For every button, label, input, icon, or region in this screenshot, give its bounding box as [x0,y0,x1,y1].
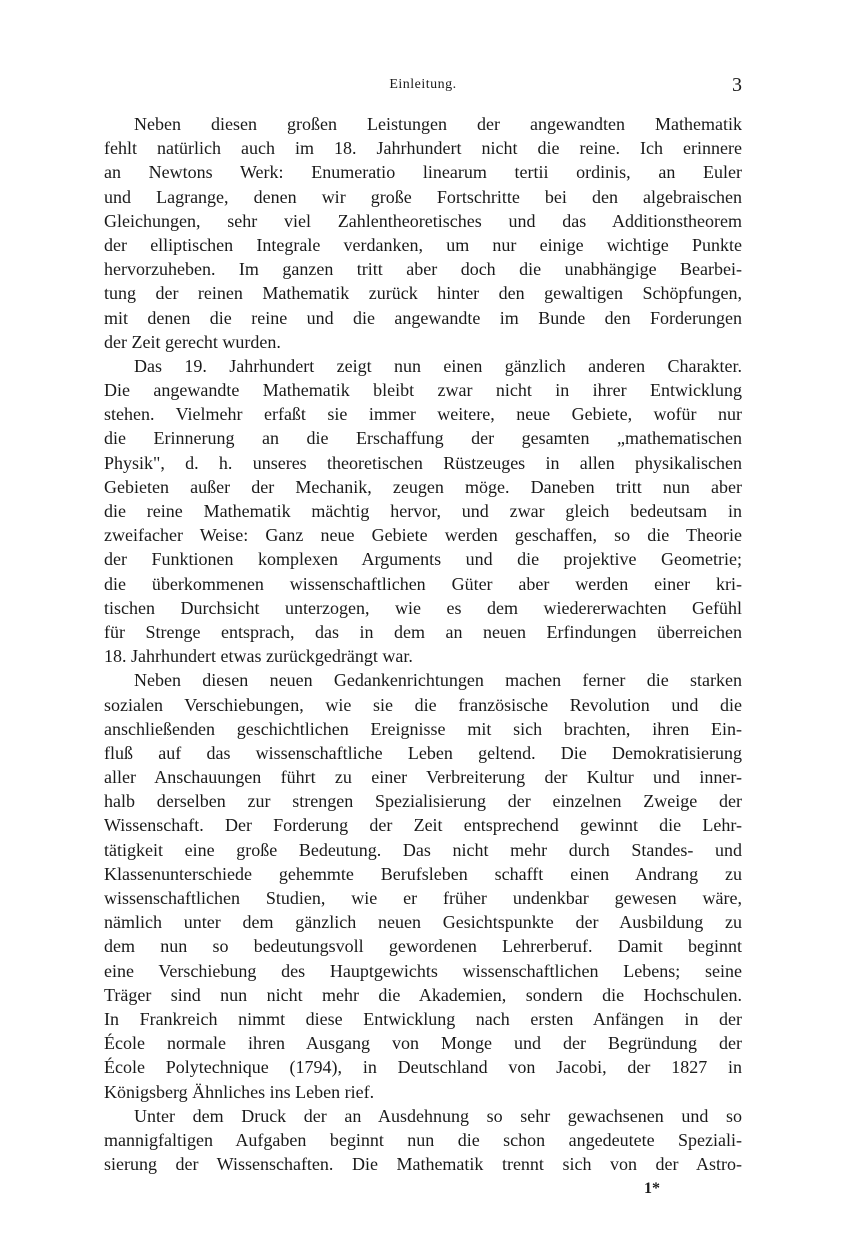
text-line: Physik", d. h. unseres theoretischen Rüstzeuges in allen physikalischen [104,452,742,473]
body-text [104,112,742,1176]
text-line: mannigfaltigen Aufgaben beginnt nun die schon angedeutete Speziali- [104,1129,742,1150]
page-number: 3 [732,74,742,96]
text-line: École Polytechnique (1794), in Deutschland von Jacobi, der 1827 in [104,1057,742,1078]
text-line: dem nun so bedeutungsvoll gewordenen Lehrerberuf. Damit beginnt [104,936,742,957]
text-line: tischen Durchsicht unterzogen, wie es dem wiedererwachten Gefühl [104,597,742,618]
text-line: Neben diesen großen Leistungen der angewandten Mathematik [134,114,742,134]
text-line: 18. Jahrhundert etwas zurückgedrängt war. [104,646,413,667]
text-line: aller Anschauungen führt zu einer Verbreiterung der Kultur und inner- [104,767,742,788]
text-line: In Frankreich nimmt diese Entwicklung nach ersten Anfängen in der [104,1008,742,1029]
text-line: die reine Mathematik mächtig hervor, und zwar gleich bedeutsam in [104,501,742,521]
text-line: halb derselben zur strengen Spezialisierung der einzelnen Zweige der [104,791,742,812]
text-line: Wissenschaft. Der Forderung der Zeit entsprechend gewinnt die Lehr- [104,815,742,836]
text-line: Gleichungen, sehr viel Zahlentheoretisches und das Additionstheorem [104,210,742,231]
text-line: fehlt natürlich auch im 18. Jahrhundert nicht die reine. Ich erinnere [104,138,742,159]
text-line: hervorzuheben. Im ganzen tritt aber doch die unabhängige Bearbei- [104,259,742,280]
text-line: Träger sind nun nicht mehr die Akademien, sondern die Hochschulen. [104,984,742,1005]
text-line: fluß auf das wissenschaftliche Leben geltend. Die Demokratisierung [104,742,742,763]
text-line: der Funktionen komplexen Arguments und die projektive Geometrie; [104,549,742,570]
text-line: sierung der Wissenschaften. Die Mathematik trennt sich von der Astro- [104,1154,742,1175]
running-head [104,74,742,98]
text-line: der elliptischen Integrale verdanken, um nur einige wichtige Punkte [104,234,742,255]
text-line: Das 19. Jahrhundert zeigt nun einen gänzlich anderen Charakter. [134,355,742,376]
text-line: anschließenden geschichtlichen Ereignisse mit sich brachten, ihren Ein- [104,718,742,739]
signature-mark: 1* [644,1180,660,1197]
text-line: Die angewandte Mathematik bleibt zwar nicht in ihrer Entwicklung [104,380,742,401]
text-line: Neben diesen neuen Gedankenrichtungen machen ferner die starken [134,670,742,691]
text-line: eine Verschiebung des Hauptgewichts wissenschaftlichen Lebens; seine [104,960,742,981]
text-line: und Lagrange, denen wir große Fortschritte bei den algebraischen [104,186,742,207]
text-line: École normale ihren Ausgang von Monge und der Begründung der [104,1033,742,1054]
text-line: tätigkeit eine große Bedeutung. Das nicht mehr durch Standes- und [104,839,742,860]
text-line: stehen. Vielmehr erfaßt sie immer weitere, neue Gebiete, wofür nur [104,404,742,425]
text-line: Königsberg Ähnliches ins Leben rief. [104,1081,375,1102]
text-line: Gebieten außer der Mechanik, zeugen möge. Daneben tritt nun aber [104,476,742,497]
text-line: sozialen Verschiebungen, wie sie die französische Revolution und die [104,694,742,715]
text-line: die Erinnerung an die Erschaffung der gesamten „mathematischen [104,428,742,449]
text-line: mit denen die reine und die angewandte im Bunde den Forderungen [104,307,742,328]
running-title: Einleitung. [389,77,457,92]
text-line: Unter dem Druck der an Ausdehnung so sehr gewachsenen und so [134,1105,742,1126]
text-line: zweifacher Weise: Ganz neue Gebiete werden geschaffen, so die Theorie [104,525,742,546]
text-line: der Zeit gerecht wurden. [104,331,281,352]
text-line: wissenschaftlichen Studien, wie er früher undenkbar gewesen wäre, [104,888,742,908]
text-line: an Newtons Werk: Enumeratio linearum tertii ordinis, an Euler [104,162,742,183]
text-line: Klassenunterschiede gehemmte Berufsleben schafft einen Andrang zu [104,863,742,884]
text-line: für Strenge entsprach, das in dem an neuen Erfindungen überreichen [104,621,742,642]
text-line: nämlich unter dem gänzlich neuen Gesichtspunkte der Ausbildung zu [104,912,742,933]
text-line: die überkommenen wissenschaftlichen Güter aber werden einer kri- [104,573,742,594]
text-line: tung der reinen Mathematik zurück hinter den gewaltigen Schöpfungen, [104,283,742,304]
